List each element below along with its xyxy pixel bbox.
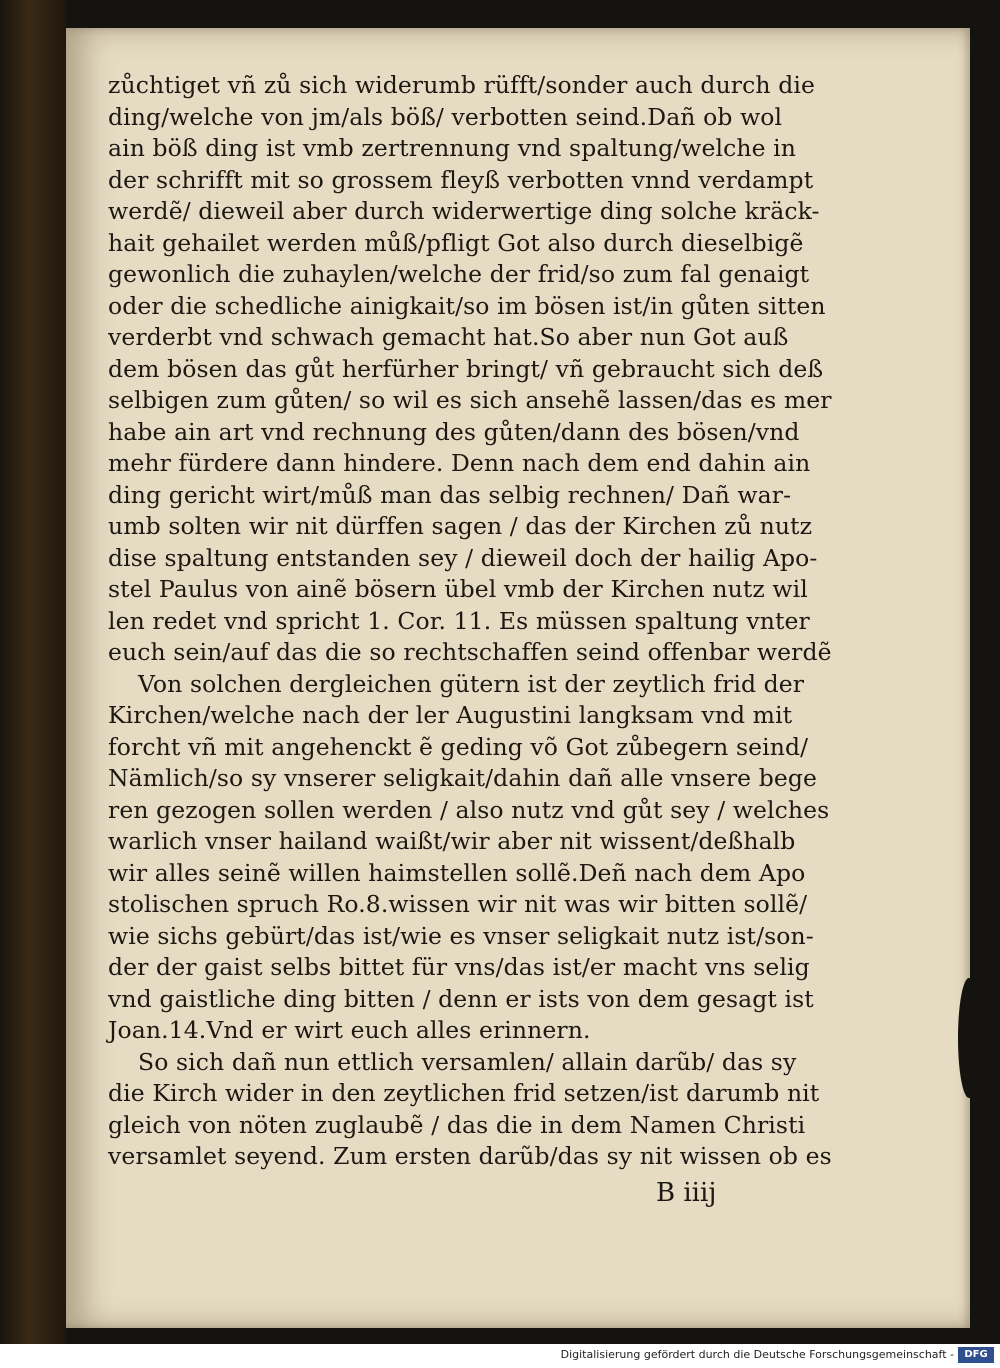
- text-line: oder die schedliche ainigkait/so im bösen ist/in gůten sitten: [108, 291, 826, 320]
- text-line: wir alles seinẽ willen haimstellen sollẽ.Deñ nach dem Apo: [108, 858, 806, 887]
- text-line: vnd gaistliche ding bitten / denn er ists von dem gesagt ist: [108, 984, 814, 1013]
- dfg-logo: DFG: [958, 1347, 994, 1363]
- text-line: stel Paulus von ainẽ bösern übel vmb der Kirchen nutz wil: [108, 575, 808, 603]
- text-line: verderbt vnd schwach gemacht hat.So aber nun Got auß: [108, 323, 789, 351]
- text-line: gleich von nöten zuglaubẽ / das die in dem Namen Christi: [108, 1110, 806, 1139]
- signature-mark: B iiij: [656, 1178, 717, 1208]
- text-line: habe ain art vnd rechnung des gůten/dann des bösen/vnd: [108, 417, 800, 446]
- text-line: versamlet seyend. Zum ersten darũb/das sy nit wissen ob es: [108, 1142, 832, 1170]
- text-line: zůchtiget vñ zů sich widerumb rüfft/sonder auch durch die: [108, 71, 815, 99]
- text-line: ain böß ding ist vmb zertrennung vnd spaltung/welche in: [108, 134, 797, 162]
- text-line: ding/welche von jm/als böß/ verbotten seind.Dañ ob wol: [108, 102, 783, 131]
- book-binding: [0, 0, 66, 1344]
- text-line: wie sichs gebürt/das ist/wie es vnser seligkait nutz ist/son-: [108, 921, 814, 950]
- text-line: der der gaist selbs bittet für vns/das ist/er macht vns selig: [108, 953, 810, 981]
- text-line: So sich dañ nun ettlich versamlen/ allain darũb/ das sy: [138, 1047, 797, 1076]
- text-line: die Kirch wider in den zeytlichen frid setzen/ist darumb nit: [108, 1079, 820, 1107]
- book-page: [66, 28, 970, 1328]
- text-line: mehr fürdere dann hindere. Denn nach dem end dahin ain: [108, 449, 811, 477]
- funding-credit: Digitalisierung gefördert durch die Deutsche Forschungsgemeinschaft -: [560, 1348, 954, 1361]
- text-line: ding gericht wirt/můß man das selbig rechnen/ Dañ war-: [108, 480, 792, 509]
- text-line: werdẽ/ dieweil aber durch widerwertige ding solche kräck-: [108, 197, 820, 225]
- text-line: umb solten wir nit dürffen sagen / das der Kirchen zů nutz: [108, 512, 813, 540]
- footer-bar: [0, 1344, 1000, 1368]
- text-line: hait gehailet werden můß/pfligt Got also durch dieselbigẽ: [108, 228, 804, 257]
- text-line: Von solchen dergleichen gütern ist der zeytlich frid der: [138, 669, 805, 698]
- text-line: Kirchen/welche nach der ler Augustini langksam vnd mit: [108, 701, 793, 729]
- text-line: dem bösen das gůt herfürher bringt/ vñ gebraucht sich deß: [108, 354, 824, 383]
- text-line: selbigen zum gůten/ so wil es sich ansehẽ lassen/das es mer: [108, 386, 832, 414]
- text-line: Nämlich/so sy vnserer seligkait/dahin dañ alle vnsere bege: [108, 764, 818, 792]
- text-line: forcht vñ mit angehenckt ẽ geding võ Got zůbegern seind/: [108, 732, 809, 761]
- text-block: [108, 70, 876, 1173]
- text-line: ren gezogen sollen werden / also nutz vnd gůt sey / welches: [108, 795, 830, 824]
- text-line: gewonlich die zuhaylen/welche der frid/so zum fal genaigt: [108, 260, 810, 288]
- text-line: stolischen spruch Ro.8.wissen wir nit was wir bitten sollẽ/: [108, 890, 808, 918]
- text-line: len redet vnd spricht 1. Cor. 11. Es müssen spaltung vnter: [108, 606, 810, 635]
- text-line: warlich vnser hailand waißt/wir aber nit wissent/deßhalb: [108, 827, 796, 855]
- text-line: euch sein/auf das die so rechtschaffen seind offenbar werdẽ: [108, 638, 832, 666]
- text-line: dise spaltung entstanden sey / dieweil doch der hailig Apo-: [108, 543, 818, 572]
- text-line: der schrifft mit so grossem fleyß verbotten vnnd verdampt: [108, 165, 814, 194]
- text-line: Joan.14.Vnd er wirt euch alles erinnern.: [108, 1016, 591, 1044]
